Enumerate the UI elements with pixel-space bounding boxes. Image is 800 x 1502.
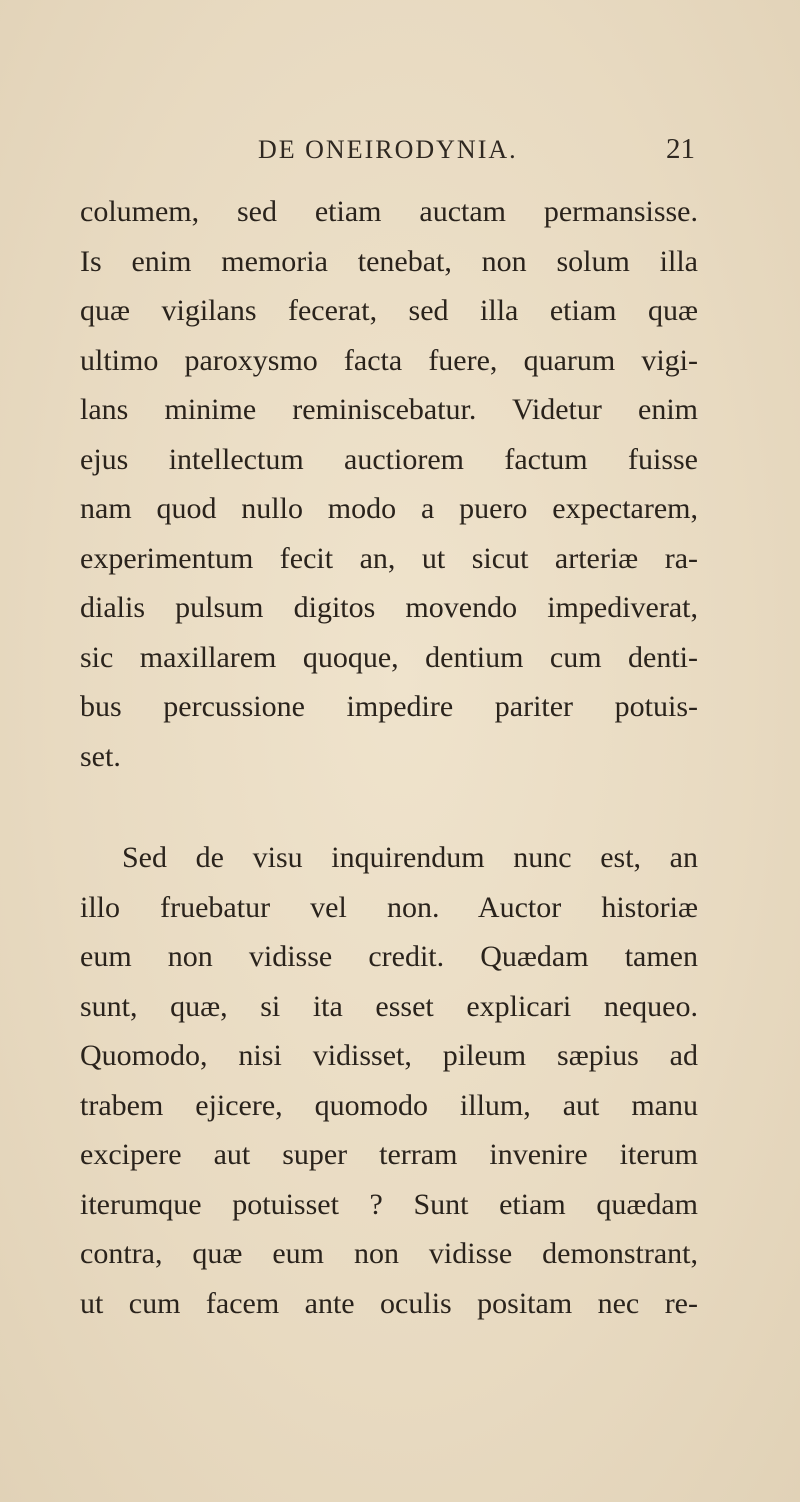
text-line: sic maxillarem quoque, dentium cum denti- (80, 640, 698, 674)
text-line: lans minime reminiscebatur. Videtur enim (80, 393, 698, 426)
text-line: Quomodo, nisi vidisset, pileum sæpius ad (80, 1039, 698, 1072)
text-line: columem, sed etiam auctam permansisse. (80, 195, 698, 228)
text-line: nam quod nullo modo a puero expectarem, (80, 492, 698, 525)
text-line: trabem ejicere, quomodo illum, aut manu (80, 1088, 698, 1122)
paragraph-2 (80, 833, 698, 1328)
text-line: Is enim memoria tenebat, non solum illa (80, 244, 698, 278)
text-line: ultimo paroxysmo facta fuere, quarum vigi- (80, 343, 698, 377)
text-line: dialis pulsum digitos movendo impediverat, (80, 591, 698, 624)
text-line: Sed de visu inquirendum nunc est, an (122, 841, 698, 874)
text-line: illo fruebatur vel non. Auctor historiæ (80, 890, 698, 924)
text-line: iterumque potuisset ? Sunt etiam quædam (80, 1187, 698, 1221)
paragraph-spacer (80, 781, 698, 833)
text-line: experimentum fecit an, ut sicut arteriæ ra- (80, 541, 698, 575)
running-header (258, 135, 695, 175)
text-line: ut cum facem ante oculis positam nec re- (80, 1286, 698, 1320)
text-line: bus percussione impedire pariter potuis- (80, 690, 698, 723)
text-line: contra, quæ eum non vidisse demonstrant, (80, 1237, 698, 1270)
running-title: DE ONEIRODYNIA. (258, 135, 518, 164)
body-text (80, 187, 698, 1328)
text-line: sunt, quæ, si ita esset explicari nequeo. (80, 989, 698, 1023)
text-line: excipere aut super terram invenire iterum (80, 1138, 698, 1171)
text-line: set. (80, 739, 121, 773)
page-number: 21 (666, 133, 695, 165)
text-line: ejus intellectum auctiorem factum fuisse (80, 442, 698, 476)
text-line: quæ vigilans fecerat, sed illa etiam quæ (80, 294, 698, 327)
paragraph-1 (80, 187, 698, 781)
text-line: eum non vidisse credit. Quædam tamen (80, 940, 698, 973)
